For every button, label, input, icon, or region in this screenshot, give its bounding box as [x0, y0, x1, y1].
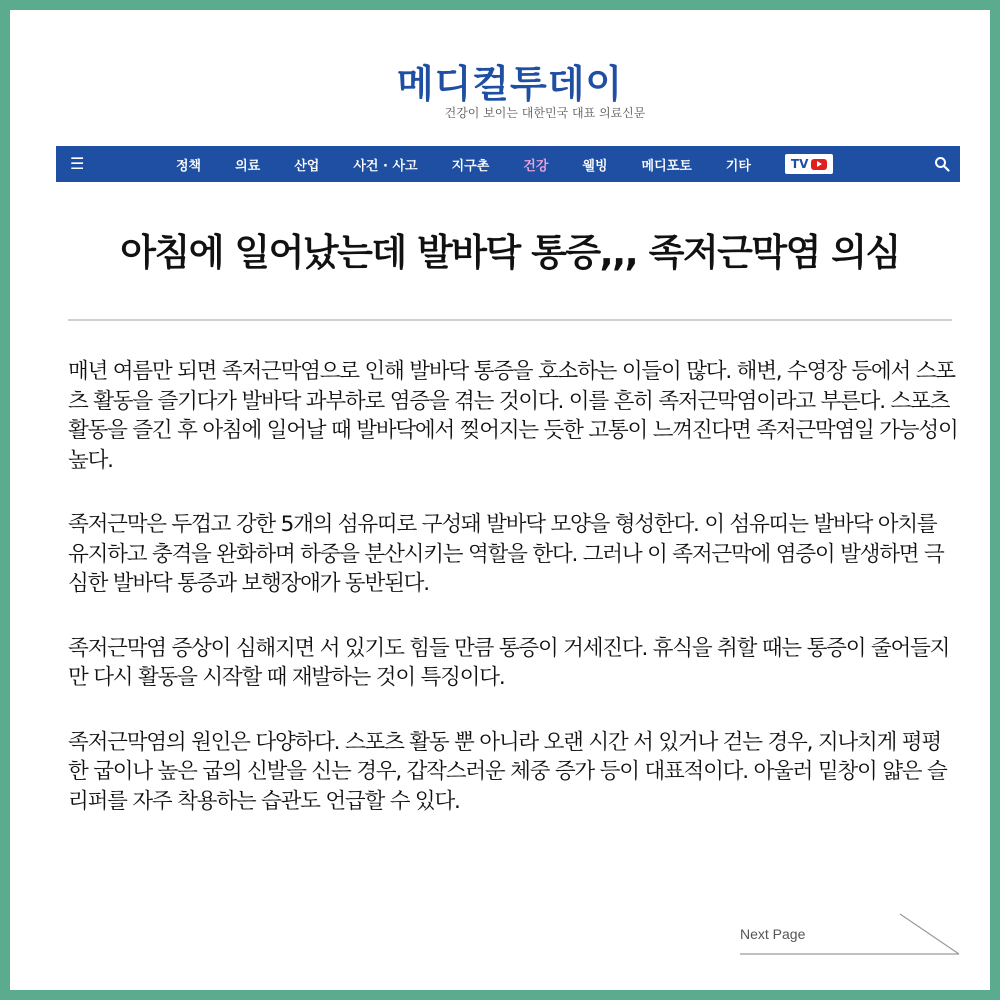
- tv-label: TV: [790, 157, 809, 171]
- nav-item-etc[interactable]: 기타: [725, 158, 751, 174]
- nav-item-medical[interactable]: 의료: [235, 158, 261, 174]
- nav-item-policy[interactable]: 정책: [176, 158, 202, 174]
- nav-item-mediphoto[interactable]: 메디포토: [641, 158, 692, 174]
- nav-item-industry[interactable]: 산업: [294, 158, 320, 174]
- article-paragraph-1: 매년 여름만 되면 족저근막염으로 인해 발바닥 통증을 호소하는 이들이 많다. 해변, 수영장 등에서 스포츠 활동을 즐기다가 발바닥 과부하로 염증을 겪는 것이다. 이를 흔히 족저근막염이라고 부른다. 스포츠 활동을 즐긴 후 아침에 일어날 때 발바닥에서 찢어지는 듯한 고통이 느껴진다면 족저근막염일 가능성이 높다.: [68, 359, 958, 473]
- article-paragraph-2: 족저근막은 두껍고 강한 5개의 섬유띠로 구성돼 발바닥 모양을 형성한다. 이 섬유띠는 발바닥 아치를 유지하고 충격을 완화하며 하중을 분산시키는 역할을 한다. 그러나 이 족저근막에 염증이 발생하면 극심한 발바닥 통증과 보행장애가 동반된다.: [68, 512, 944, 596]
- next-page-link[interactable]: [740, 912, 960, 956]
- nav-item-incidents[interactable]: 사건 · 사고: [353, 158, 418, 174]
- next-arrow-icon: [740, 912, 960, 956]
- nav-item-health[interactable]: 건강: [523, 158, 549, 174]
- main-navigation: [56, 146, 960, 182]
- article-paragraph-3: 족저근막염 증상이 심해지면 서 있기도 힘들 만큼 통증이 거세진다. 휴식을 취할 때는 통증이 줄어들지만 다시 활동을 시작할 때 재발하는 것이 특징이다.: [68, 635, 950, 690]
- article-paragraph-4: 족저근막염의 원인은 다양하다. 스포츠 활동 뿐 아니라 오랜 시간 서 있거나 걷는 경우, 지나치게 평평한 굽이나 높은 굽의 신발을 신는 경우, 갑작스러운 체중 증가 등이 대표적이다. 아울러 밑창이 얇은 슬리퍼를 자주 착용하는 습관도 언급할 수 있다.: [68, 729, 947, 814]
- headline-divider: [68, 319, 952, 321]
- youtube-play-icon: [811, 159, 827, 170]
- nav-items: [176, 146, 833, 182]
- article-headline: 아침에 일어났는데 발바닥 통증,,, 족저근막염 의심: [120, 231, 900, 274]
- article-body: [68, 357, 958, 851]
- tv-button[interactable]: [785, 154, 833, 174]
- logo-tagline: 건강이 보이는 대한민국 대표 의료신문: [444, 106, 646, 120]
- hamburger-menu-icon[interactable]: ☰: [70, 154, 85, 173]
- next-page-label: Next Page: [740, 926, 806, 942]
- nav-item-world[interactable]: 지구촌: [451, 158, 490, 174]
- masthead[interactable]: [10, 62, 1000, 120]
- nav-item-wellbeing[interactable]: 웰빙: [582, 158, 608, 174]
- search-icon[interactable]: [934, 156, 950, 172]
- logo-title[interactable]: 메디컬투데이: [396, 62, 624, 106]
